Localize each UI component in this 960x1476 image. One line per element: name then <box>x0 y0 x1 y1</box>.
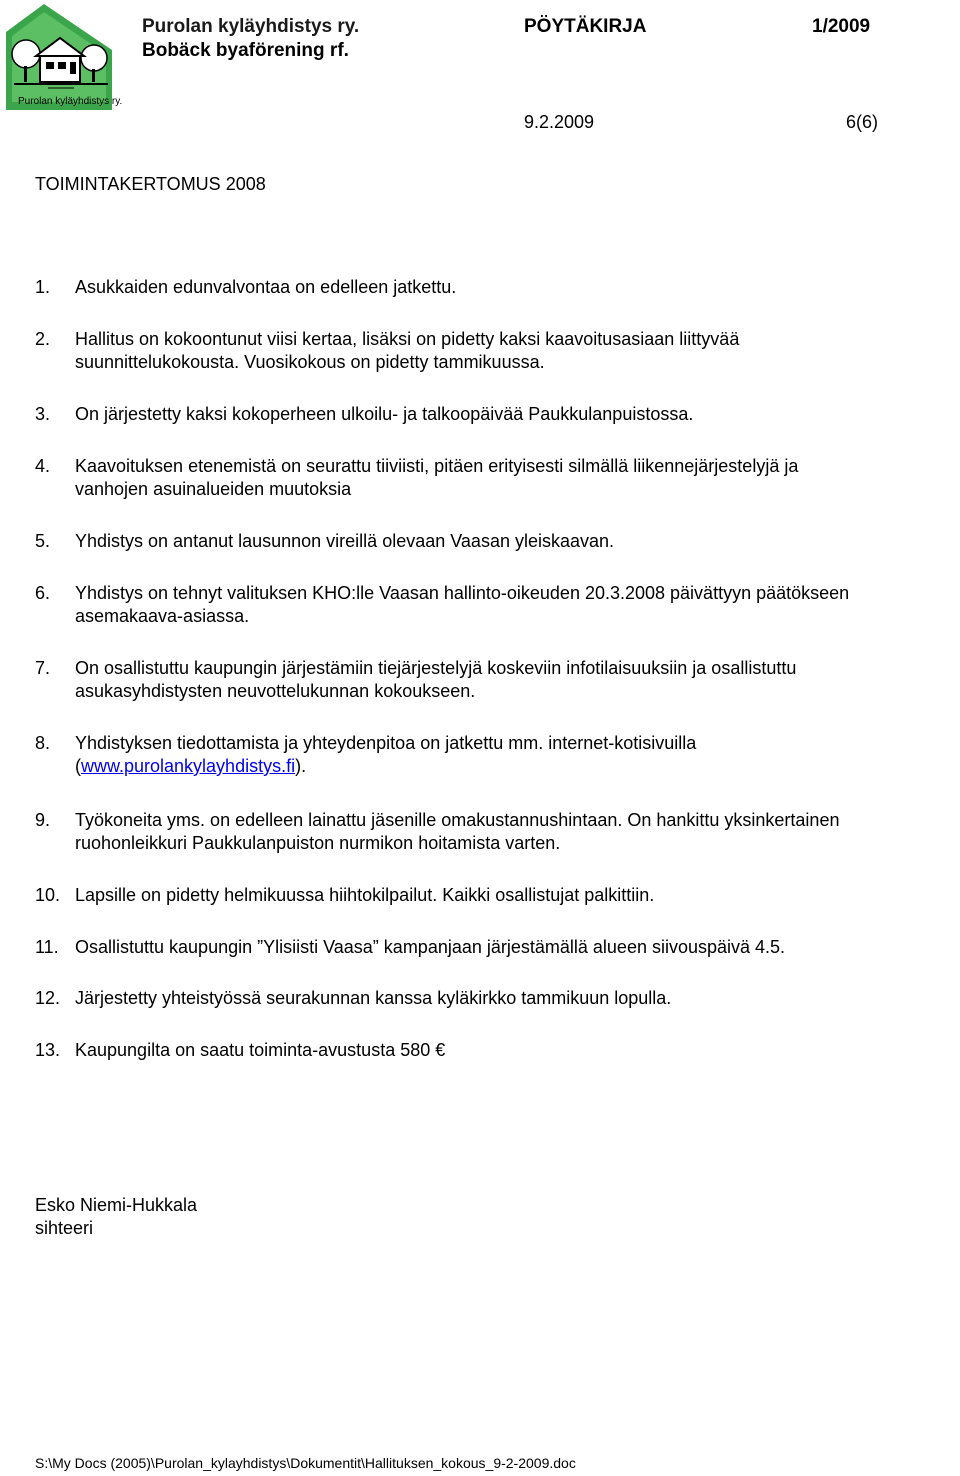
document-number: 1/2009 <box>812 16 871 37</box>
list-item-text: Yhdistyksen tiedottamista ja yhteydenpitoa on jatkettu mm. internet-kotisivuilla <box>75 733 697 753</box>
list-item-text: Asukkaiden edunvalvontaa on edelleen jatkettu. <box>75 277 457 297</box>
list-item-text: Osallistuttu kaupungin ”Ylisiisti Vaasa” kampanjaan järjestämällä alueen siivouspäivä 4.5. <box>75 937 786 957</box>
list-item-text: Yhdistys on antanut lausunnon vireillä olevaan Vaasan yleiskaavan. <box>75 531 615 551</box>
list-item-text: asukasyhdistysten neuvottelukunnan kokoukseen. <box>75 681 476 701</box>
document-type: PÖYTÄKIRJA <box>524 16 647 37</box>
list-item-number: 7. <box>35 658 51 678</box>
list-item-number: 1. <box>35 277 51 297</box>
page-number: 6(6) <box>846 112 879 132</box>
list-item-number: 8. <box>35 733 51 753</box>
website-link[interactable]: www.purolankylayhdistys.fi <box>81 756 296 776</box>
list-item-number: 13. <box>35 1040 61 1060</box>
org-name-fi: Purolan kyläyhdistys ry. <box>142 16 360 37</box>
list-item-text: suunnittelukokousta. Vuosikokous on pidetty tammikuussa. <box>75 352 545 372</box>
list-item-number: 9. <box>35 810 51 830</box>
list-item-number: 12. <box>35 988 61 1008</box>
logo-text: Purolan kyläyhdistys ry. <box>18 96 123 107</box>
list-item-number: 2. <box>35 329 51 349</box>
list-item-number: 5. <box>35 531 51 551</box>
paren-open: ( <box>75 756 81 776</box>
document-date: 9.2.2009 <box>524 112 595 132</box>
list-item-text: Työkoneita yms. on edelleen lainattu jäsenille omakustannushintaan. On hankittu yksinkertainen <box>75 810 840 830</box>
paren-close: ). <box>295 756 307 776</box>
list-item-text: On osallistuttu kaupungin järjestämiin tiejärjestelyjä koskeviin infotilaisuuksiin ja osallistuttu <box>75 658 797 678</box>
logo <box>4 2 123 114</box>
list-item-number: 6. <box>35 583 51 603</box>
org-name-sv: Bobäck byaförening rf. <box>142 40 349 61</box>
list-item-text: Kaupungilta on saatu toiminta-avustusta 580 € <box>75 1040 446 1060</box>
list-item-text: asemakaava-asiassa. <box>75 606 250 626</box>
list-item-text: ruohonleikkuri Paukkulanpuiston nurmikon hoitamista varten. <box>75 833 561 853</box>
list-item-text: Kaavoituksen etenemistä on seurattu tiiviisti, pitäen erityisesti silmällä liikennejärjestelyjä ja <box>75 456 799 476</box>
signature-name: Esko Niemi-Hukkala <box>35 1195 198 1215</box>
page-title: TOIMINTAKERTOMUS 2008 <box>35 174 266 194</box>
list-item-text: On järjestetty kaksi kokoperheen ulkoilu- ja talkoopäivää Paukkulanpuistossa. <box>75 404 694 424</box>
list-item-number: 11. <box>35 937 59 957</box>
list-item-text: Järjestetty yhteistyössä seurakunnan kanssa kyläkirkko tammikuun lopulla. <box>75 988 672 1008</box>
list-item-text: Yhdistys on tehnyt valituksen KHO:lle Vaasan hallinto-oikeuden 20.3.2008 päivättyyn päätökseen <box>75 583 850 603</box>
list-item-text: vanhojen asuinalueiden muutoksia <box>75 479 352 499</box>
footer-file-path: S:\My Docs (2005)\Purolan_kylayhdistys\Dokumentit\Hallituksen_kokous_9-2-2009.doc <box>35 1455 576 1471</box>
list-item-number: 4. <box>35 456 51 476</box>
list-item-number: 3. <box>35 404 51 424</box>
signature-role: sihteeri <box>35 1218 94 1238</box>
list-item-text: Lapsille on pidetty helmikuussa hiihtokilpailut. Kaikki osallistujat palkittiin. <box>75 885 655 905</box>
list-item-text: Hallitus on kokoontunut viisi kertaa, lisäksi on pidetty kaksi kaavoitusasiaan liittyvää <box>75 329 740 349</box>
list-item-number: 10. <box>35 885 61 905</box>
